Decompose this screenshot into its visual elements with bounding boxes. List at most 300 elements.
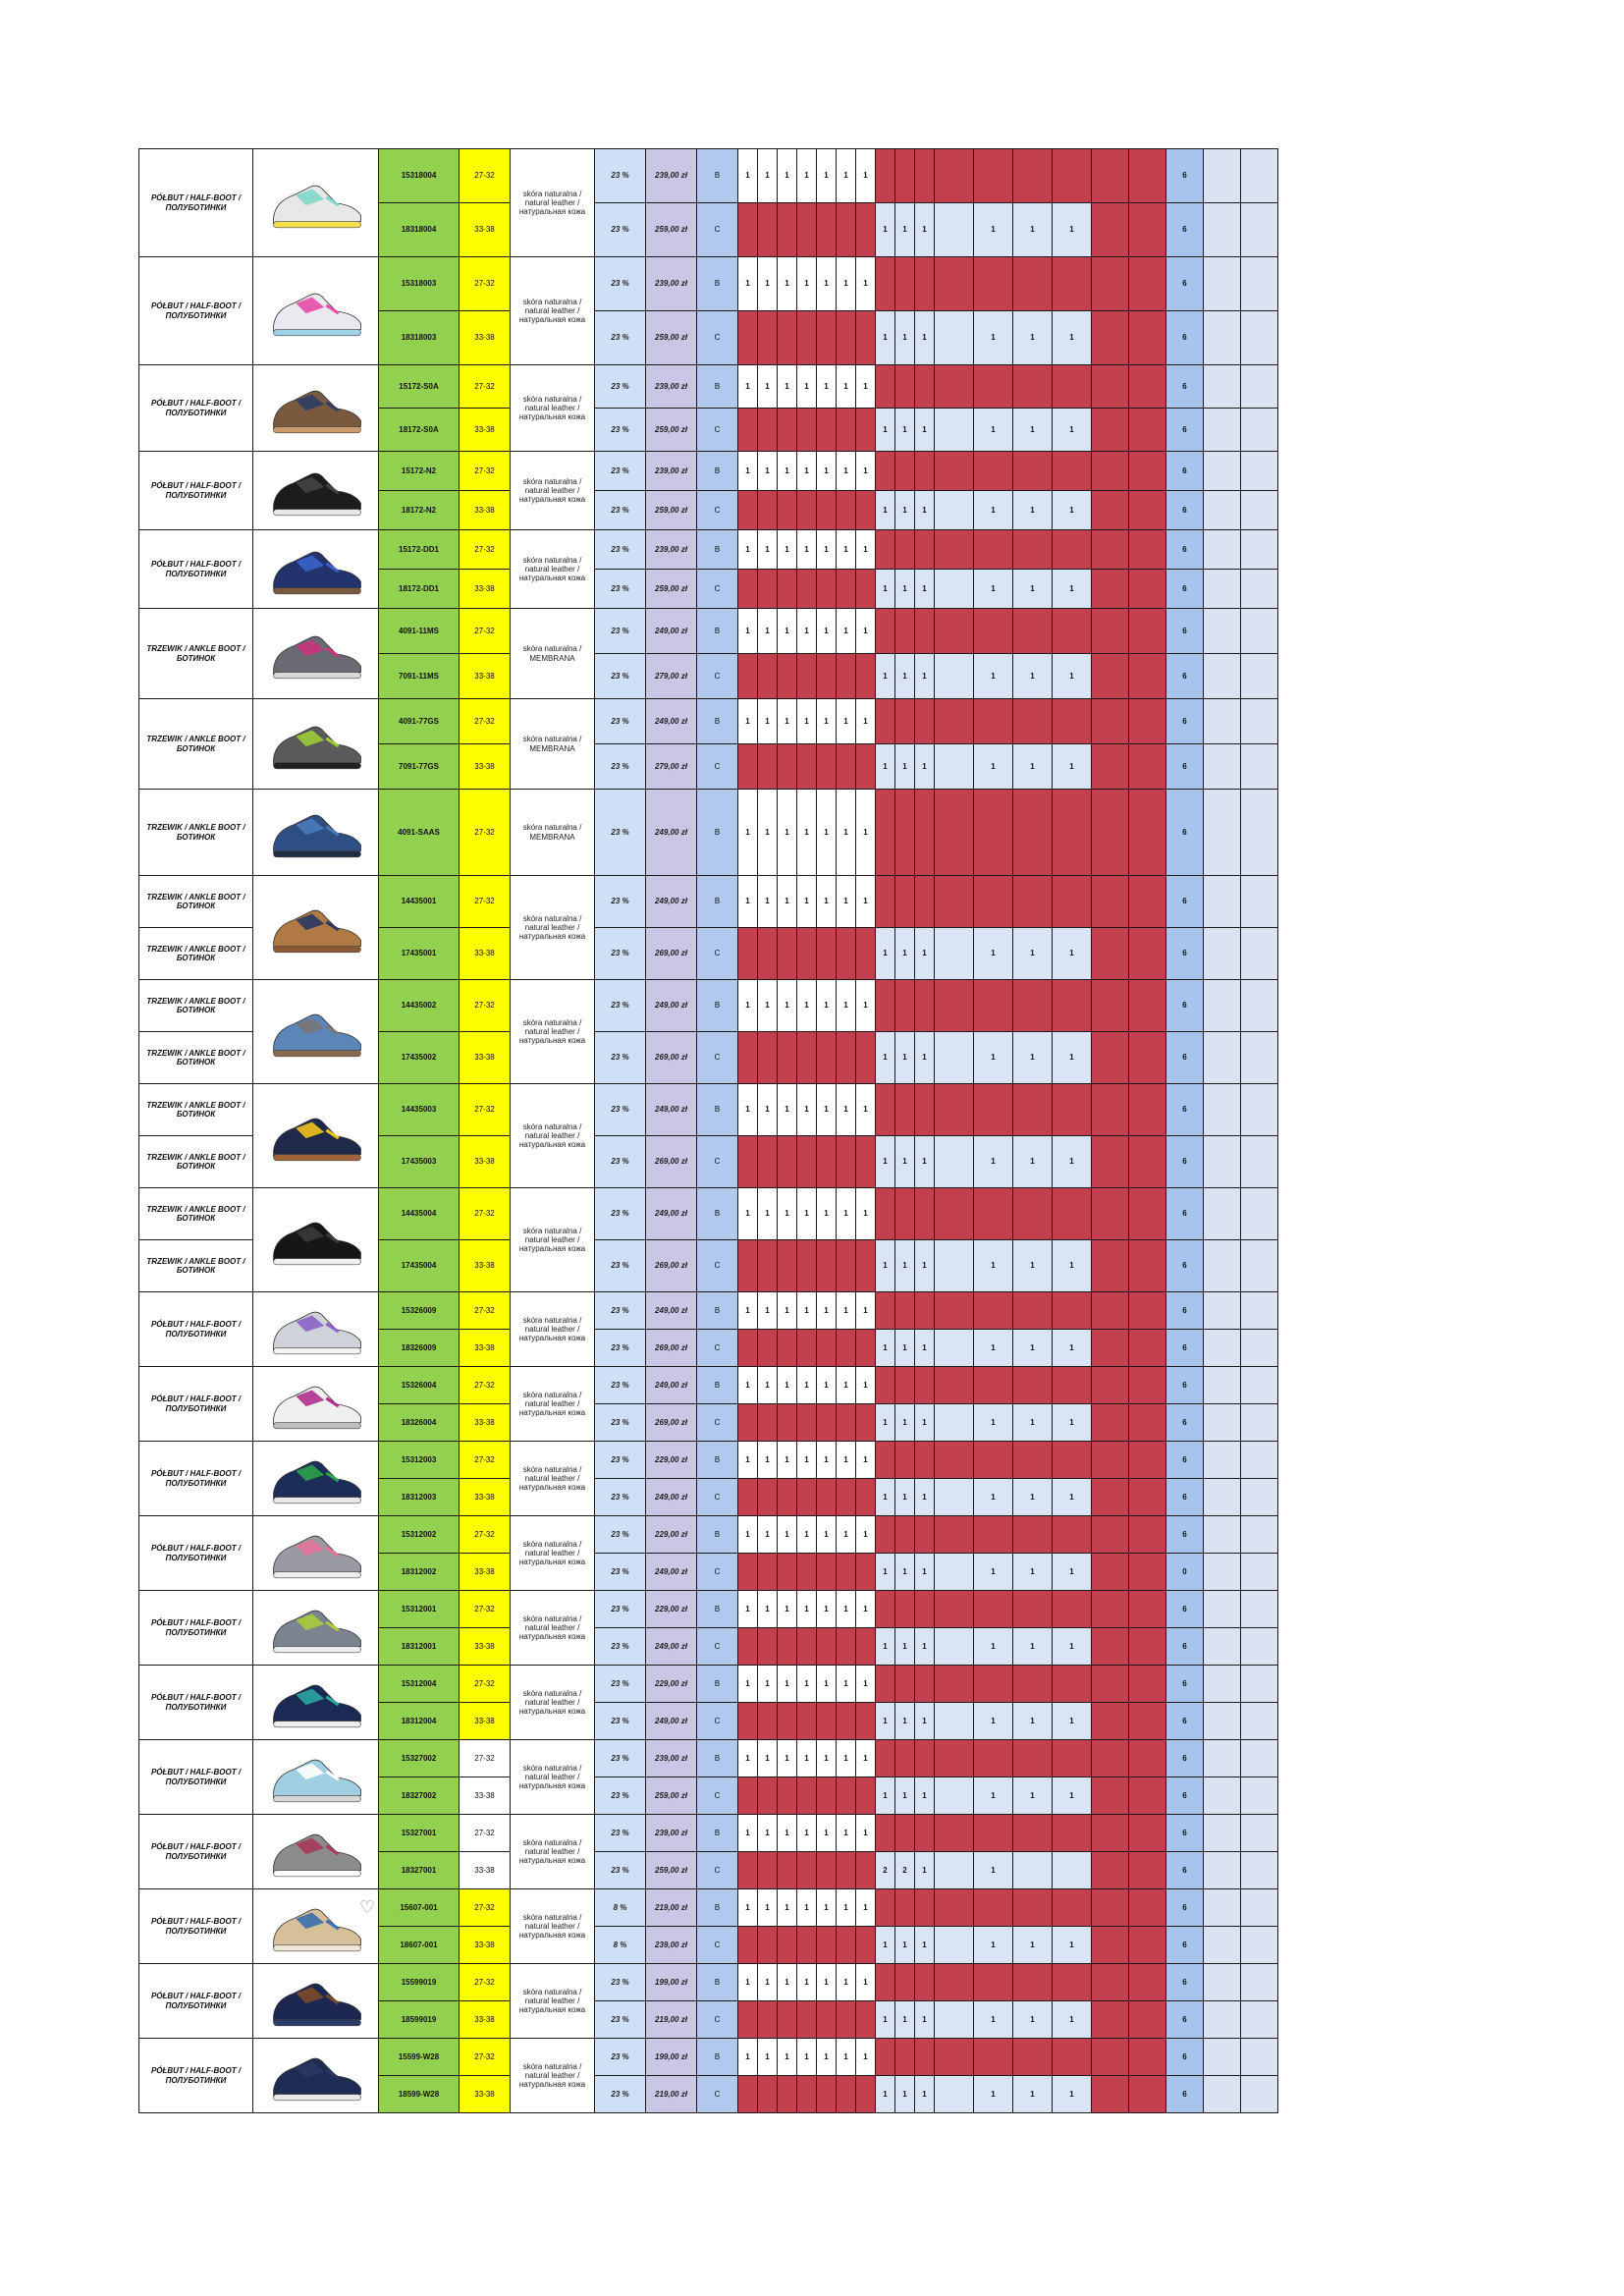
qty-cell[interactable] (797, 2076, 817, 2113)
qty-cell[interactable] (797, 1136, 817, 1188)
qty-cell[interactable]: 1 (797, 452, 817, 491)
order-cell[interactable] (1204, 1032, 1241, 1084)
qty-cell[interactable] (778, 744, 797, 790)
qty-cell[interactable]: 1 (915, 1404, 935, 1442)
qty-cell[interactable]: 1 (1053, 491, 1092, 530)
qty-cell[interactable]: 1 (1053, 1628, 1092, 1666)
qty-cell[interactable]: 1 (895, 1330, 915, 1367)
qty-cell[interactable] (915, 609, 935, 654)
qty-cell[interactable] (1053, 790, 1092, 876)
qty-cell[interactable] (935, 1136, 974, 1188)
qty-cell[interactable] (1053, 1367, 1092, 1404)
qty-cell[interactable]: 1 (778, 149, 797, 203)
order-cell[interactable] (1204, 790, 1241, 876)
qty-cell[interactable]: 1 (797, 1666, 817, 1703)
qty-cell[interactable] (895, 609, 915, 654)
qty-cell[interactable]: 1 (797, 1964, 817, 2001)
qty-cell[interactable] (876, 1964, 895, 2001)
qty-cell[interactable] (856, 491, 876, 530)
qty-cell[interactable] (817, 1404, 837, 1442)
order-cell[interactable] (1241, 452, 1278, 491)
qty-cell[interactable]: 1 (1053, 1404, 1092, 1442)
qty-cell[interactable]: 1 (876, 203, 895, 257)
qty-cell[interactable]: 2 (876, 1852, 895, 1889)
qty-cell[interactable] (895, 149, 915, 203)
qty-cell[interactable] (876, 365, 895, 409)
qty-cell[interactable] (935, 311, 974, 365)
qty-cell[interactable] (856, 1240, 876, 1292)
qty-cell[interactable]: 1 (876, 654, 895, 699)
qty-cell[interactable] (778, 654, 797, 699)
qty-cell[interactable] (758, 1240, 778, 1292)
qty-cell[interactable]: 1 (1053, 744, 1092, 790)
qty-cell[interactable] (935, 980, 974, 1032)
qty-cell[interactable]: 1 (876, 1777, 895, 1815)
qty-cell[interactable] (935, 928, 974, 980)
qty-cell[interactable]: 1 (895, 1404, 915, 1442)
qty-cell[interactable]: 1 (895, 1136, 915, 1188)
order-cell[interactable] (1204, 1964, 1241, 2001)
qty-cell[interactable] (738, 203, 758, 257)
qty-cell[interactable] (974, 2039, 1013, 2076)
qty-cell[interactable] (778, 1479, 797, 1516)
qty-cell[interactable] (856, 311, 876, 365)
qty-cell[interactable] (817, 491, 837, 530)
qty-cell[interactable] (758, 1136, 778, 1188)
qty-cell[interactable]: 1 (837, 452, 856, 491)
qty-cell[interactable] (856, 1479, 876, 1516)
qty-cell[interactable]: 1 (915, 1136, 935, 1188)
qty-cell[interactable]: 1 (915, 491, 935, 530)
qty-cell[interactable] (1013, 1442, 1053, 1479)
qty-cell[interactable] (837, 570, 856, 609)
qty-cell[interactable] (817, 1136, 837, 1188)
order-cell[interactable] (1241, 311, 1278, 365)
qty-cell[interactable] (758, 744, 778, 790)
qty-cell[interactable]: 1 (974, 1628, 1013, 1666)
qty-cell[interactable]: 1 (778, 699, 797, 744)
qty-cell[interactable] (974, 876, 1013, 928)
qty-cell[interactable] (935, 365, 974, 409)
qty-cell[interactable] (974, 365, 1013, 409)
order-cell[interactable] (1241, 1889, 1278, 1927)
qty-cell[interactable] (758, 1479, 778, 1516)
qty-cell[interactable]: 1 (738, 365, 758, 409)
qty-cell[interactable]: 1 (915, 1628, 935, 1666)
qty-cell[interactable]: 1 (876, 1330, 895, 1367)
qty-cell[interactable] (935, 1777, 974, 1815)
qty-cell[interactable]: 1 (817, 365, 837, 409)
qty-cell[interactable] (758, 570, 778, 609)
qty-cell[interactable]: 1 (856, 2039, 876, 2076)
qty-cell[interactable] (935, 609, 974, 654)
qty-cell[interactable]: 1 (1013, 491, 1053, 530)
qty-cell[interactable]: 1 (856, 1367, 876, 1404)
qty-cell[interactable] (935, 1815, 974, 1852)
qty-cell[interactable]: 1 (1013, 1703, 1053, 1740)
order-cell[interactable] (1241, 203, 1278, 257)
qty-cell[interactable]: 1 (738, 1740, 758, 1777)
qty-cell[interactable] (856, 1032, 876, 1084)
qty-cell[interactable]: 1 (837, 1740, 856, 1777)
qty-cell[interactable] (1053, 1292, 1092, 1330)
qty-cell[interactable] (915, 365, 935, 409)
qty-cell[interactable] (778, 570, 797, 609)
qty-cell[interactable] (738, 2001, 758, 2039)
qty-cell[interactable] (935, 790, 974, 876)
qty-cell[interactable]: 1 (915, 744, 935, 790)
qty-cell[interactable] (974, 1889, 1013, 1927)
qty-cell[interactable] (935, 1852, 974, 1889)
qty-cell[interactable]: 1 (758, 2039, 778, 2076)
qty-cell[interactable]: 1 (856, 530, 876, 570)
qty-cell[interactable] (935, 1554, 974, 1591)
qty-cell[interactable]: 1 (974, 409, 1013, 452)
qty-cell[interactable] (974, 980, 1013, 1032)
qty-cell[interactable]: 1 (837, 876, 856, 928)
qty-cell[interactable] (856, 2001, 876, 2039)
qty-cell[interactable]: 1 (895, 491, 915, 530)
qty-cell[interactable] (1053, 1740, 1092, 1777)
qty-cell[interactable]: 1 (817, 1442, 837, 1479)
qty-cell[interactable] (1013, 1852, 1053, 1889)
qty-cell[interactable] (1013, 1367, 1053, 1404)
order-cell[interactable] (1204, 699, 1241, 744)
qty-cell[interactable]: 1 (797, 1516, 817, 1554)
order-cell[interactable] (1204, 1927, 1241, 1964)
qty-cell[interactable] (935, 257, 974, 311)
order-cell[interactable] (1241, 1367, 1278, 1404)
qty-cell[interactable] (778, 1032, 797, 1084)
qty-cell[interactable]: 1 (758, 699, 778, 744)
qty-cell[interactable] (935, 744, 974, 790)
order-cell[interactable] (1241, 1136, 1278, 1188)
qty-cell[interactable]: 1 (876, 1479, 895, 1516)
qty-cell[interactable]: 1 (778, 1084, 797, 1136)
qty-cell[interactable] (758, 1330, 778, 1367)
qty-cell[interactable] (856, 1404, 876, 1442)
qty-cell[interactable]: 1 (915, 1927, 935, 1964)
qty-cell[interactable]: 1 (895, 203, 915, 257)
qty-cell[interactable]: 1 (758, 1292, 778, 1330)
order-cell[interactable] (1204, 1554, 1241, 1591)
qty-cell[interactable] (1013, 1889, 1053, 1927)
qty-cell[interactable]: 1 (758, 876, 778, 928)
qty-cell[interactable] (915, 452, 935, 491)
qty-cell[interactable]: 1 (778, 530, 797, 570)
qty-cell[interactable] (738, 1330, 758, 1367)
qty-cell[interactable] (935, 452, 974, 491)
qty-cell[interactable] (856, 1777, 876, 1815)
qty-cell[interactable] (778, 1136, 797, 1188)
qty-cell[interactable] (758, 203, 778, 257)
order-cell[interactable] (1241, 1591, 1278, 1628)
qty-cell[interactable]: 1 (915, 1240, 935, 1292)
qty-cell[interactable]: 1 (1013, 1554, 1053, 1591)
qty-cell[interactable]: 1 (758, 1516, 778, 1554)
qty-cell[interactable]: 1 (1013, 409, 1053, 452)
qty-cell[interactable] (758, 1404, 778, 1442)
qty-cell[interactable]: 1 (758, 149, 778, 203)
order-cell[interactable] (1204, 1628, 1241, 1666)
qty-cell[interactable]: 1 (1013, 1479, 1053, 1516)
qty-cell[interactable]: 1 (758, 365, 778, 409)
qty-cell[interactable] (876, 1666, 895, 1703)
qty-cell[interactable] (738, 1927, 758, 1964)
qty-cell[interactable]: 1 (1013, 570, 1053, 609)
qty-cell[interactable]: 1 (738, 1964, 758, 2001)
qty-cell[interactable] (915, 790, 935, 876)
qty-cell[interactable] (1013, 1815, 1053, 1852)
qty-cell[interactable] (817, 311, 837, 365)
qty-cell[interactable] (817, 1703, 837, 1740)
qty-cell[interactable] (876, 1740, 895, 1777)
qty-cell[interactable]: 1 (738, 1084, 758, 1136)
qty-cell[interactable] (797, 928, 817, 980)
qty-cell[interactable] (895, 1442, 915, 1479)
qty-cell[interactable] (895, 980, 915, 1032)
qty-cell[interactable]: 1 (915, 2076, 935, 2113)
qty-cell[interactable]: 1 (915, 654, 935, 699)
qty-cell[interactable] (1053, 2039, 1092, 2076)
qty-cell[interactable]: 1 (1053, 570, 1092, 609)
qty-cell[interactable]: 1 (895, 409, 915, 452)
qty-cell[interactable] (876, 257, 895, 311)
qty-cell[interactable] (1053, 1442, 1092, 1479)
qty-cell[interactable] (895, 876, 915, 928)
qty-cell[interactable] (1053, 1964, 1092, 2001)
qty-cell[interactable] (915, 1084, 935, 1136)
qty-cell[interactable] (876, 980, 895, 1032)
qty-cell[interactable] (758, 409, 778, 452)
qty-cell[interactable]: 1 (974, 1330, 1013, 1367)
order-cell[interactable] (1204, 1442, 1241, 1479)
qty-cell[interactable] (817, 1240, 837, 1292)
qty-cell[interactable] (974, 1516, 1013, 1554)
order-cell[interactable] (1204, 311, 1241, 365)
order-cell[interactable] (1204, 1889, 1241, 1927)
qty-cell[interactable] (837, 2001, 856, 2039)
order-cell[interactable] (1241, 1964, 1278, 2001)
qty-cell[interactable] (935, 699, 974, 744)
qty-cell[interactable]: 1 (915, 1554, 935, 1591)
order-cell[interactable] (1241, 928, 1278, 980)
qty-cell[interactable]: 1 (876, 491, 895, 530)
qty-cell[interactable] (935, 1479, 974, 1516)
qty-cell[interactable] (1053, 365, 1092, 409)
order-cell[interactable] (1241, 1404, 1278, 1442)
qty-cell[interactable]: 1 (778, 980, 797, 1032)
qty-cell[interactable] (778, 2001, 797, 2039)
qty-cell[interactable] (895, 1964, 915, 2001)
qty-cell[interactable]: 1 (1053, 928, 1092, 980)
qty-cell[interactable] (856, 2076, 876, 2113)
qty-cell[interactable] (974, 1964, 1013, 2001)
qty-cell[interactable]: 1 (1053, 1032, 1092, 1084)
order-cell[interactable] (1241, 654, 1278, 699)
qty-cell[interactable]: 1 (837, 609, 856, 654)
qty-cell[interactable] (856, 1628, 876, 1666)
qty-cell[interactable] (738, 744, 758, 790)
qty-cell[interactable] (797, 744, 817, 790)
qty-cell[interactable]: 1 (817, 699, 837, 744)
qty-cell[interactable]: 1 (738, 149, 758, 203)
qty-cell[interactable] (837, 1032, 856, 1084)
qty-cell[interactable] (817, 1479, 837, 1516)
order-cell[interactable] (1204, 2001, 1241, 2039)
qty-cell[interactable] (817, 203, 837, 257)
qty-cell[interactable] (895, 1889, 915, 1927)
qty-cell[interactable] (778, 1927, 797, 1964)
qty-cell[interactable] (895, 699, 915, 744)
qty-cell[interactable]: 1 (1053, 1554, 1092, 1591)
qty-cell[interactable]: 1 (915, 1703, 935, 1740)
qty-cell[interactable] (837, 1479, 856, 1516)
qty-cell[interactable]: 1 (974, 203, 1013, 257)
qty-cell[interactable] (837, 409, 856, 452)
qty-cell[interactable]: 1 (817, 149, 837, 203)
order-cell[interactable] (1241, 2076, 1278, 2113)
order-cell[interactable] (1204, 1516, 1241, 1554)
qty-cell[interactable]: 1 (837, 1666, 856, 1703)
qty-cell[interactable] (1013, 790, 1053, 876)
order-cell[interactable] (1204, 257, 1241, 311)
qty-cell[interactable] (915, 1292, 935, 1330)
order-cell[interactable] (1241, 980, 1278, 1032)
qty-cell[interactable] (856, 928, 876, 980)
qty-cell[interactable]: 1 (817, 609, 837, 654)
qty-cell[interactable]: 1 (895, 1703, 915, 1740)
qty-cell[interactable] (1053, 876, 1092, 928)
qty-cell[interactable] (797, 1927, 817, 1964)
order-cell[interactable] (1241, 570, 1278, 609)
qty-cell[interactable] (935, 1032, 974, 1084)
qty-cell[interactable]: 1 (797, 980, 817, 1032)
qty-cell[interactable] (797, 570, 817, 609)
qty-cell[interactable]: 1 (738, 452, 758, 491)
qty-cell[interactable] (856, 744, 876, 790)
qty-cell[interactable] (915, 1889, 935, 1927)
qty-cell[interactable]: 1 (817, 1815, 837, 1852)
qty-cell[interactable]: 1 (738, 1188, 758, 1240)
qty-cell[interactable] (876, 1442, 895, 1479)
qty-cell[interactable]: 1 (876, 1136, 895, 1188)
order-cell[interactable] (1204, 1240, 1241, 1292)
qty-cell[interactable]: 1 (778, 1815, 797, 1852)
qty-cell[interactable]: 1 (974, 491, 1013, 530)
qty-cell[interactable]: 1 (778, 1666, 797, 1703)
qty-cell[interactable]: 1 (738, 1889, 758, 1927)
qty-cell[interactable]: 1 (974, 2001, 1013, 2039)
qty-cell[interactable]: 1 (895, 1032, 915, 1084)
order-cell[interactable] (1204, 980, 1241, 1032)
qty-cell[interactable]: 1 (797, 1292, 817, 1330)
qty-cell[interactable] (935, 1666, 974, 1703)
qty-cell[interactable]: 1 (876, 311, 895, 365)
qty-cell[interactable]: 1 (738, 1367, 758, 1404)
qty-cell[interactable] (817, 654, 837, 699)
qty-cell[interactable]: 1 (856, 452, 876, 491)
qty-cell[interactable] (837, 1927, 856, 1964)
qty-cell[interactable]: 1 (1053, 1479, 1092, 1516)
qty-cell[interactable] (817, 1554, 837, 1591)
qty-cell[interactable] (974, 530, 1013, 570)
qty-cell[interactable] (856, 409, 876, 452)
qty-cell[interactable] (935, 1404, 974, 1442)
qty-cell[interactable] (738, 1703, 758, 1740)
qty-cell[interactable] (974, 699, 1013, 744)
qty-cell[interactable] (817, 1032, 837, 1084)
order-cell[interactable] (1241, 1240, 1278, 1292)
order-cell[interactable] (1241, 1032, 1278, 1084)
qty-cell[interactable] (935, 530, 974, 570)
qty-cell[interactable] (856, 1852, 876, 1889)
qty-cell[interactable]: 1 (817, 876, 837, 928)
qty-cell[interactable]: 1 (895, 2001, 915, 2039)
qty-cell[interactable] (935, 1367, 974, 1404)
qty-cell[interactable]: 1 (974, 2076, 1013, 2113)
qty-cell[interactable]: 1 (817, 1292, 837, 1330)
qty-cell[interactable]: 2 (895, 1852, 915, 1889)
qty-cell[interactable] (1053, 1815, 1092, 1852)
qty-cell[interactable] (758, 2001, 778, 2039)
qty-cell[interactable] (738, 570, 758, 609)
qty-cell[interactable] (974, 790, 1013, 876)
qty-cell[interactable] (974, 1442, 1013, 1479)
qty-cell[interactable] (935, 1740, 974, 1777)
qty-cell[interactable] (856, 1136, 876, 1188)
qty-cell[interactable] (856, 203, 876, 257)
qty-cell[interactable] (895, 1367, 915, 1404)
qty-cell[interactable] (817, 570, 837, 609)
qty-cell[interactable] (778, 409, 797, 452)
qty-cell[interactable]: 1 (1053, 2001, 1092, 2039)
order-cell[interactable] (1204, 2076, 1241, 2113)
qty-cell[interactable] (876, 1815, 895, 1852)
order-cell[interactable] (1204, 491, 1241, 530)
qty-cell[interactable]: 1 (797, 1084, 817, 1136)
qty-cell[interactable] (895, 790, 915, 876)
qty-cell[interactable] (1013, 149, 1053, 203)
qty-cell[interactable] (837, 1404, 856, 1442)
qty-cell[interactable] (1013, 699, 1053, 744)
qty-cell[interactable] (1013, 876, 1053, 928)
qty-cell[interactable]: 1 (817, 1889, 837, 1927)
order-cell[interactable] (1241, 1666, 1278, 1703)
qty-cell[interactable] (935, 1591, 974, 1628)
qty-cell[interactable]: 1 (876, 1927, 895, 1964)
qty-cell[interactable]: 1 (974, 1136, 1013, 1188)
order-cell[interactable] (1241, 1516, 1278, 1554)
qty-cell[interactable]: 1 (895, 1554, 915, 1591)
qty-cell[interactable] (876, 876, 895, 928)
qty-cell[interactable]: 1 (738, 530, 758, 570)
qty-cell[interactable] (856, 1703, 876, 1740)
qty-cell[interactable] (1053, 609, 1092, 654)
qty-cell[interactable] (837, 1554, 856, 1591)
qty-cell[interactable]: 1 (895, 744, 915, 790)
qty-cell[interactable] (1053, 1889, 1092, 1927)
qty-cell[interactable]: 1 (738, 1442, 758, 1479)
order-cell[interactable] (1241, 1852, 1278, 1889)
qty-cell[interactable]: 1 (1013, 1628, 1053, 1666)
order-cell[interactable] (1241, 1330, 1278, 1367)
qty-cell[interactable] (758, 1703, 778, 1740)
qty-cell[interactable] (837, 744, 856, 790)
qty-cell[interactable] (915, 1666, 935, 1703)
qty-cell[interactable] (935, 203, 974, 257)
qty-cell[interactable] (895, 257, 915, 311)
